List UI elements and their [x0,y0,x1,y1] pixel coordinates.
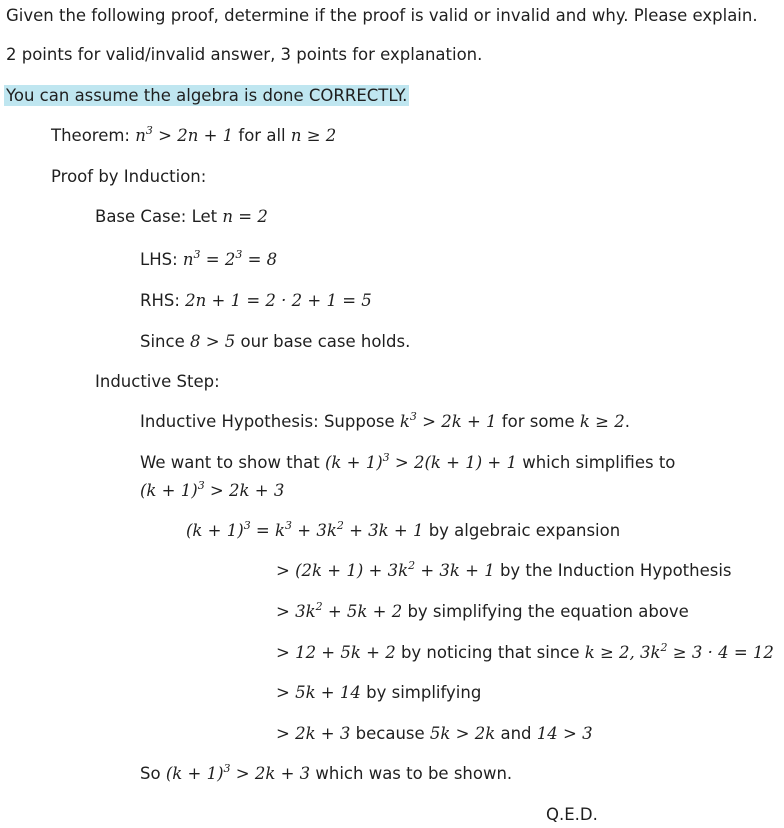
chain-step-simplify: > $3k^2 + 5k + 2$ by simplifying the equation above [276,600,689,621]
chain-step-because: > 2k + 3 because 5k > 2k and 14 > 3 [276,724,593,743]
chain-step-noticing: > 12 + 5k + 2 by noticing that since k ≥ 2, $3k^2 \ge 3 \cdot 4 = 12$ [276,641,774,662]
prompt-line-2: 2 points for valid/invalid answer, 3 points for explanation. [6,45,483,64]
prompt-line-3 [4,84,409,108]
want-to-show: We want to show that $(k + 1)^3 > 2(k + 1) + 1$ which simplifies to [140,451,676,472]
theorem [51,124,336,148]
highlighted-note: You can assume the algebra is done CORRECTLY. [6,86,408,105]
proof-method: Proof by Induction: [51,167,207,186]
theorem-statement: $n^3 > 2n + 1$ [135,124,234,145]
conclusion: So $(k + 1)^3 > 2k + 3$ which was to be shown. [140,762,513,783]
inductive-step-heading: Inductive Step: [95,372,220,391]
base-case-heading: Base Case: Let n = 2 [95,207,268,226]
base-case-lhs: LHS: $n^3 = 2^3 = 8$ [140,248,278,269]
base-case-since: Since 8 > 5 our base case holds. [140,332,411,351]
chain-step-simplifying: > 5k + 14 by simplifying [276,683,482,702]
want-to-show-simplified: $(k + 1)^3 > 2k + 3$ [140,479,285,500]
base-case-rhs: RHS: 2n + 1 = 2 · 2 + 1 = 5 [140,291,372,310]
qed: Q.E.D. [546,805,598,824]
chain-step-induction-hypothesis: > $(2k + 1) + 3k^2 + 3k + 1$ by the Induction Hypothesis [276,559,732,580]
theorem-text: for all [233,126,291,145]
chain-step-expansion: $(k + 1)^3 = k^3 + 3k^2 + 3k + 1$ by algebraic expansion [186,519,621,540]
theorem-condition: n ≥ 2 [290,126,337,145]
prompt-line-1: Given the following proof, determine if the proof is valid or invalid and why. Please explain. [6,6,758,25]
theorem-label: Theorem: [51,126,130,145]
inductive-hypothesis: Inductive Hypothesis: Suppose $k^3 > 2k + 1$ for some k ≥ 2. [140,410,630,431]
